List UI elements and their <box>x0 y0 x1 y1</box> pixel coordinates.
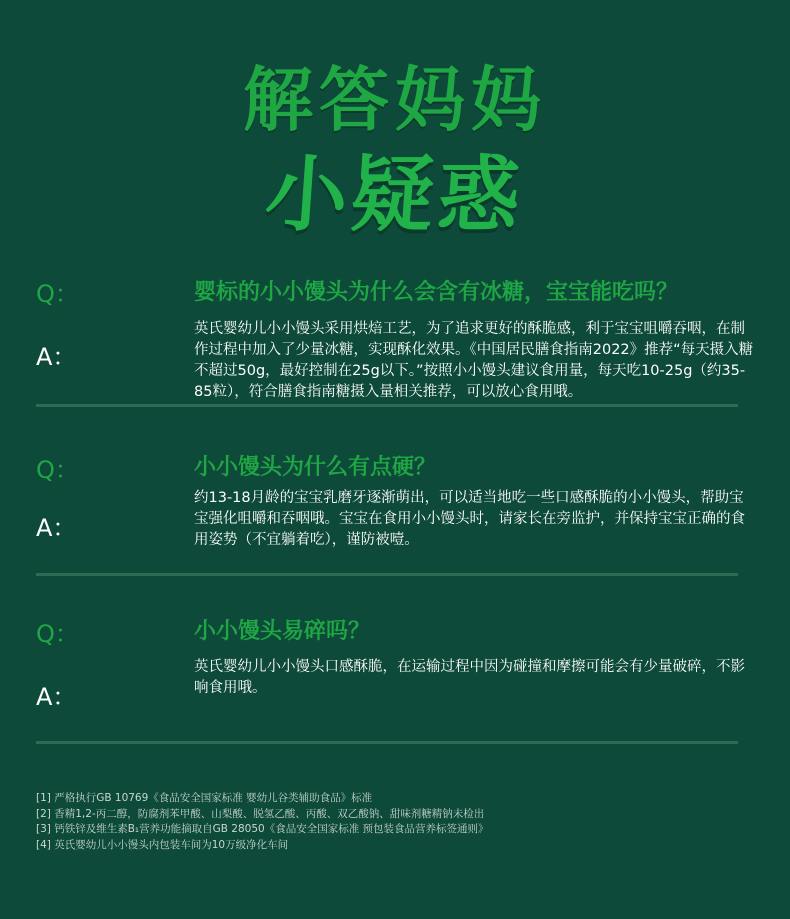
answer-text: 英氏婴幼儿小小馒头口感酥脆，在运输过程中因为碰撞和摩擦可能会有少量破碎，不影响食用哦。 <box>194 659 745 696</box>
divider <box>36 404 738 407</box>
question-label: Q： <box>36 280 79 308</box>
question-label: Q： <box>36 456 79 484</box>
footnotes <box>36 791 756 853</box>
answer-label: A： <box>36 343 77 371</box>
answer-text: 英氏婴幼儿小小馒头采用烘焙工艺，为了追求更好的酥脆感，利于宝宝咀嚼吞咽，在制作过程中加入了少量冰糖，实现酥化效果。《中国居民膳食指南2022》推荐“每天摄入糖不超过50g，最好控制在25g以下。”按照小小馒头建议食用量，每天吃10-25g（约35-85粒），符合膳食指南糖摄入量相关推荐，可以放心食用哦。 <box>194 321 754 400</box>
answer-text: 约13-18月龄的宝宝乳磨牙逐渐萌出，可以适当地吃一些口感酥脆的小小馒头，帮助宝宝强化咀嚼和吞咽哦。宝宝在食用小小馒头时，请家长在旁监护，并保持宝宝正确的食用姿势（不宜躺着吃），谨防被噎。 <box>194 490 745 548</box>
answer-label: A： <box>36 514 77 542</box>
divider <box>36 573 738 576</box>
question-text: 婴标的小小馒头为什么会含有冰糖，宝宝能吃吗？ <box>194 280 679 305</box>
footnote-3: [3] 钙铁锌及维生素B₁营养功能摘取自GB 28050《食品安全国家标准 预包装食品营养标签通则》 <box>36 823 489 835</box>
question-label: Q： <box>36 620 79 648</box>
divider <box>36 741 738 744</box>
footnote-1: [1] 严格执行GB 10769《食品安全国家标准 婴幼儿谷类辅助食品》标准 <box>36 792 373 804</box>
footnote-4: [4] 英氏婴幼儿小小馒头内包装车间为10万级净化车间 <box>36 838 289 851</box>
question-text: 小小馒头为什么有点硬？ <box>194 455 437 480</box>
answer-label: A： <box>36 683 77 711</box>
question-text: 小小馒头易碎吗？ <box>194 619 371 644</box>
title-line-1: 解答妈妈 <box>243 59 547 141</box>
footnote-2: [2] 香精1,2-丙二醇，防腐剂苯甲酸、山梨酸、脱氢乙酸、丙酸、双乙酸钠、甜味剂糖精钠未检出 <box>36 807 485 820</box>
title-line-2: 小疑惑 <box>262 148 527 243</box>
